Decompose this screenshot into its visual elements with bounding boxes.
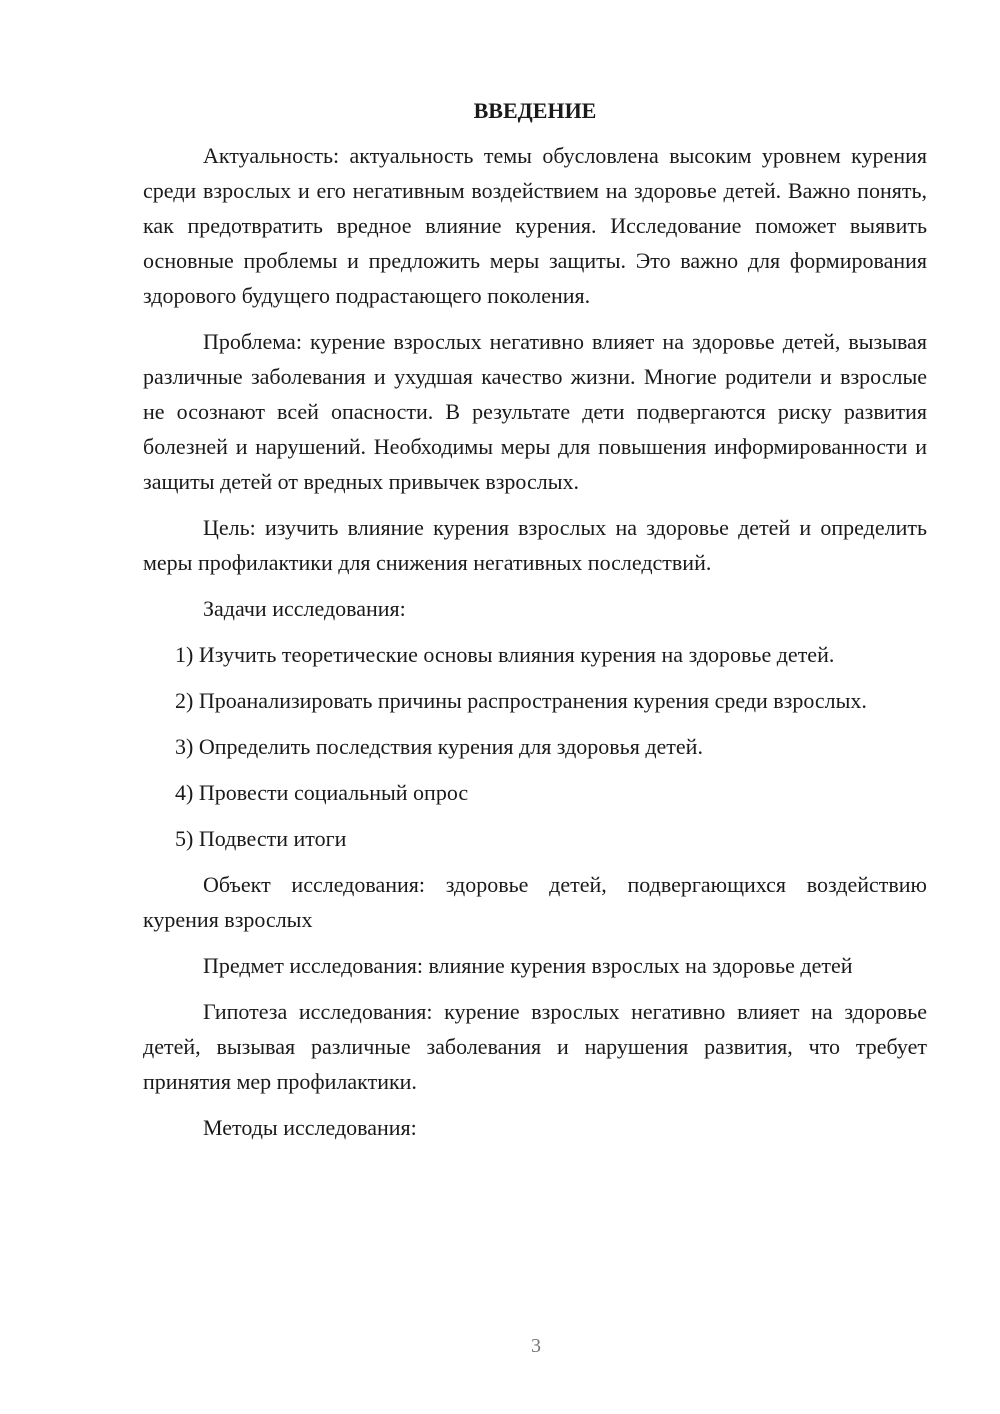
- paragraph-goal: Цель: изучить влияние курения взрослых на здоровье детей и определить меры профилактики для снижения негативных последствий.: [143, 515, 927, 575]
- task-item-2: 2) Проанализировать причины распространения курения среди взрослых.: [175, 688, 867, 713]
- task-item-4: 4) Провести социальный опрос: [175, 780, 469, 805]
- paragraph-problem: Проблема: курение взрослых негативно влияет на здоровье детей, вызывая различные заболевания и ухудшая качество жизни. Многие родители и взрослые не осознают всей опасности. В результате дети подвергаются риску развития болезней и нарушений. Необходимы меры для повышения информированности и защиты детей от вредных привычек взрослых.: [143, 329, 927, 494]
- paragraph-relevance: Актуальность: актуальность темы обусловлена высоким уровнем курения среди взрослых и его негативным воздействием на здоровье детей. Важно понять, как предотвратить вредное влияние курения. Исследование поможет выявить основные проблемы и предложить меры защиты. Это важно для формирования здорового будущего подрастающего поколения.: [143, 143, 927, 308]
- task-item-1: 1) Изучить теоретические основы влияния курения на здоровье детей.: [175, 642, 835, 667]
- paragraph-hypothesis: Гипотеза исследования: курение взрослых негативно влияет на здоровье детей, вызывая различные заболевания и нарушения развития, что требует принятия мер профилактики.: [143, 999, 927, 1094]
- section-heading: ВВЕДЕНИЕ: [473, 98, 597, 123]
- task-item-5: 5) Подвести итоги: [175, 826, 347, 851]
- paragraph-subject: Предмет исследования: влияние курения взрослых на здоровье детей: [203, 953, 853, 978]
- page-number: 3: [531, 1335, 541, 1357]
- paragraph-tasks-heading: Задачи исследования:: [203, 596, 406, 621]
- task-item-3: 3) Определить последствия курения для здоровья детей.: [175, 734, 703, 759]
- paragraph-object: Объект исследования: здоровье детей, подвергающихся воздействию курения взрослых: [143, 872, 927, 932]
- paragraph-methods: Методы исследования:: [203, 1115, 417, 1140]
- document-page: [143, 96, 927, 1145]
